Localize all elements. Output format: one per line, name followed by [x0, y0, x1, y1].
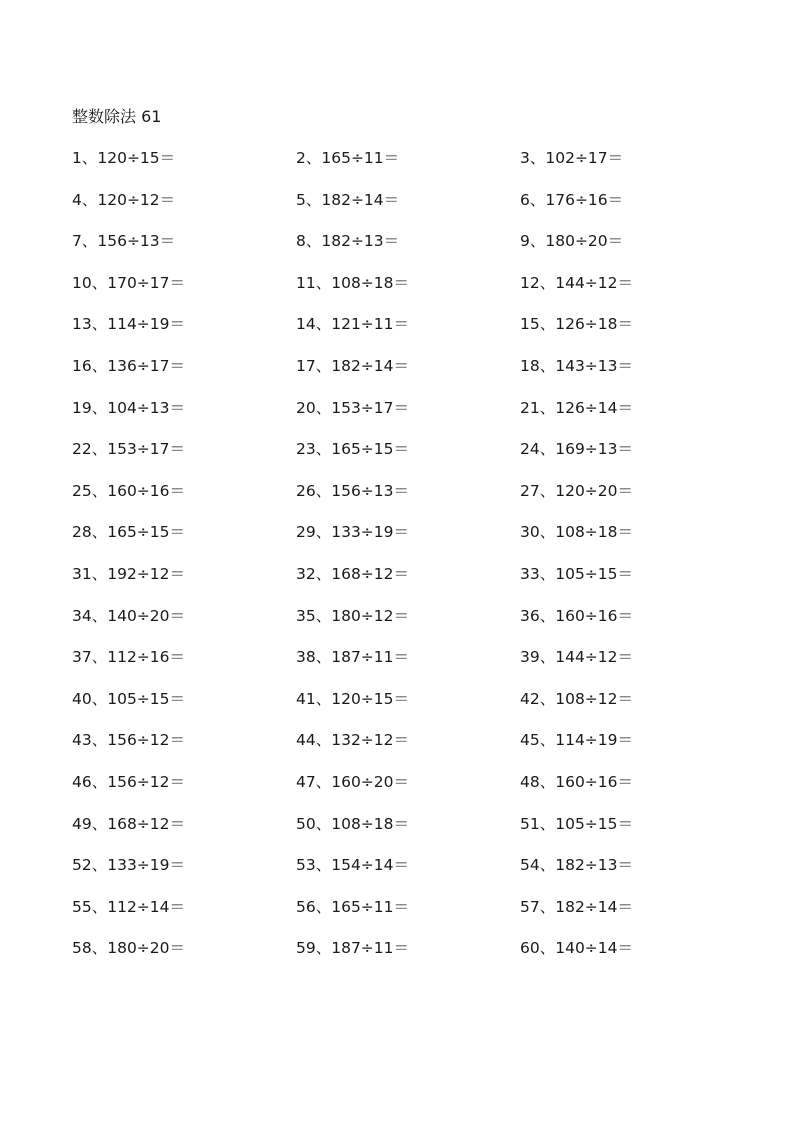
division-problem: 57、182÷14＝ [520, 897, 634, 916]
division-problem: 3、102÷17＝ [520, 149, 624, 167]
division-problem: 34、140÷20＝ [72, 606, 186, 625]
division-problem: 13、114÷19＝ [72, 315, 186, 334]
division-problem: 45、114÷19＝ [520, 731, 634, 750]
division-problem: 9、180÷20＝ [520, 232, 624, 251]
division-problem: 38、187÷11＝ [296, 648, 410, 667]
division-problem: 41、120÷15＝ [296, 689, 410, 708]
division-problem: 6、176÷16＝ [520, 190, 624, 209]
division-problem: 14、121÷11＝ [296, 315, 410, 334]
division-problem: 21、126÷14＝ [520, 398, 634, 417]
division-problem: 56、165÷11＝ [296, 897, 410, 916]
division-problem: 59、187÷11＝ [296, 939, 410, 958]
division-problem: 7、156÷13＝ [72, 232, 176, 251]
division-problem: 37、112÷16＝ [72, 648, 186, 667]
division-problem: 46、156÷12＝ [72, 772, 186, 791]
division-problem: 20、153÷17＝ [296, 398, 410, 417]
division-problem: 17、182÷14＝ [296, 356, 410, 375]
division-problem: 30、108÷18＝ [520, 523, 634, 542]
division-problem: 18、143÷13＝ [520, 356, 634, 375]
division-problem: 36、160÷16＝ [520, 606, 634, 625]
division-problem: 58、180÷20＝ [72, 939, 186, 958]
division-problem: 50、108÷18＝ [296, 814, 410, 833]
division-problem: 28、165÷15＝ [72, 523, 186, 542]
division-problem: 52、133÷19＝ [72, 856, 186, 875]
division-problem: 4、120÷12＝ [72, 190, 176, 209]
division-problem: 33、105÷15＝ [520, 564, 634, 583]
division-problem: 26、156÷13＝ [296, 481, 410, 500]
division-problem: 42、108÷12＝ [520, 689, 634, 708]
division-problem: 29、133÷19＝ [296, 523, 410, 542]
division-problem: 32、168÷12＝ [296, 564, 410, 583]
division-problem: 55、112÷14＝ [72, 897, 186, 916]
page-title: 整数除法 61 [72, 107, 162, 126]
division-problem: 11、108÷18＝ [296, 273, 410, 292]
division-problem: 23、165÷15＝ [296, 440, 410, 459]
division-problem: 54、182÷13＝ [520, 856, 634, 875]
division-problem: 53、154÷14＝ [296, 856, 410, 875]
division-problem: 1、120÷15＝ [72, 149, 176, 167]
division-problem: 35、180÷12＝ [296, 606, 410, 625]
division-problem: 48、160÷16＝ [520, 772, 634, 791]
division-problem: 5、182÷14＝ [296, 190, 400, 209]
division-problem: 22、153÷17＝ [72, 440, 186, 459]
division-problem: 2、165÷11＝ [296, 149, 400, 167]
division-problem: 39、144÷12＝ [520, 648, 634, 667]
division-problem: 27、120÷20＝ [520, 481, 634, 500]
division-problem: 8、182÷13＝ [296, 232, 400, 251]
division-problem: 12、144÷12＝ [520, 273, 634, 292]
division-problem: 31、192÷12＝ [72, 564, 186, 583]
division-problem: 15、126÷18＝ [520, 315, 634, 334]
problem-grid [72, 146, 752, 978]
division-problem: 49、168÷12＝ [72, 814, 186, 833]
division-problem: 43、156÷12＝ [72, 731, 186, 750]
division-problem: 40、105÷15＝ [72, 689, 186, 708]
division-problem: 47、160÷20＝ [296, 772, 410, 791]
division-problem: 60、140÷14＝ [520, 939, 634, 958]
division-problem: 24、169÷13＝ [520, 440, 634, 459]
division-problem: 44、132÷12＝ [296, 731, 410, 750]
division-problem: 51、105÷15＝ [520, 814, 634, 833]
division-problem: 10、170÷17＝ [72, 273, 186, 292]
division-problem: 16、136÷17＝ [72, 356, 186, 375]
division-problem: 25、160÷16＝ [72, 481, 186, 500]
division-problem: 19、104÷13＝ [72, 398, 186, 417]
